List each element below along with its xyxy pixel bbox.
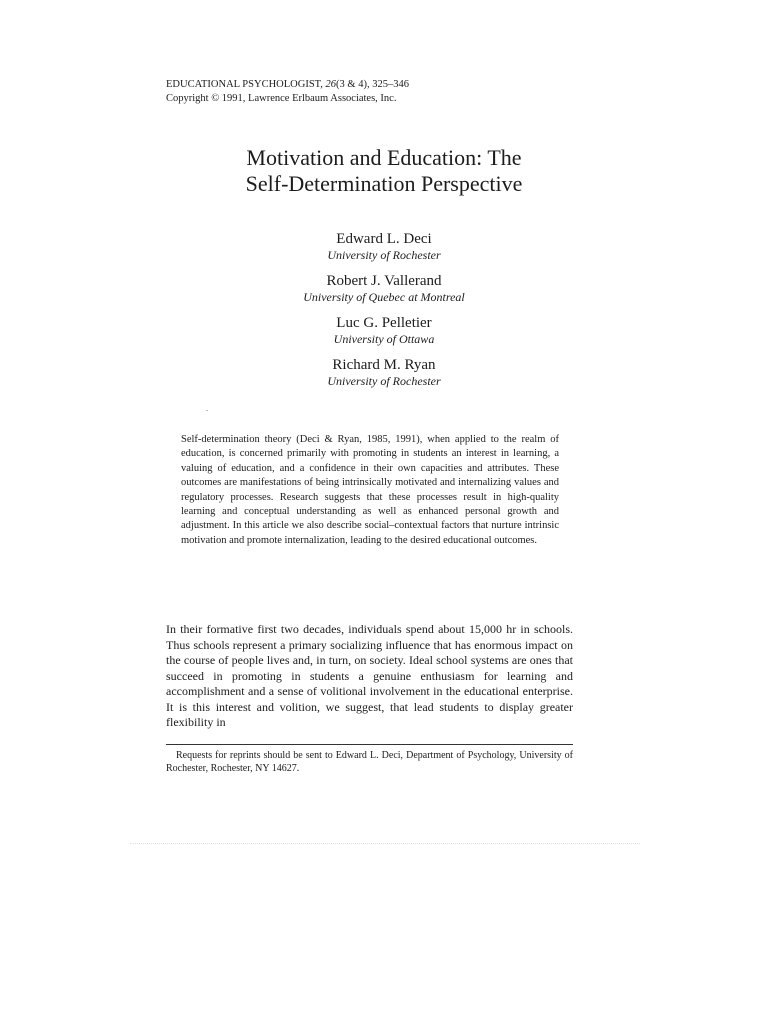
author-list (0, 230, 768, 398)
copyright-line: Copyright © 1991, Lawrence Erlbaum Associates, Inc. (166, 93, 397, 104)
scan-artifact-line (130, 843, 640, 844)
author-affiliation: University of Rochester (327, 248, 441, 262)
author-affiliation: University of Rochester (327, 374, 441, 388)
author-name: Robert J. Vallerand (326, 273, 442, 289)
paper-title-line-1: Motivation and Education: The (246, 145, 522, 170)
abstract: Self-determination theory (Deci & Ryan, 1985, 1991), when applied to the realm of education, is concerned primarily with promoting in students an interest in learning, a valuing of education, and a confidence in their own capacities and attributes. These outcomes are manifestations of being intrinsically motivated and internalizing values and regulatory processes. Research suggests that these processes result in high-quality learning and conceptual understanding as well as enhanced personal growth and adjustment. In this article we also describe social–contextual factors that nurture intrinsic motivation and promote internalization, leading to the desired educational outcomes. (181, 434, 559, 546)
journal-issue-pages: (3 & 4), 325–346 (336, 79, 409, 90)
author-name: Richard M. Ryan (332, 357, 436, 373)
author-affiliation: University of Quebec at Montreal (303, 290, 465, 304)
author-block (0, 272, 768, 305)
footnote-divider (166, 744, 573, 745)
author-name: Edward L. Deci (336, 231, 432, 247)
journal-volume: 26 (325, 79, 337, 90)
author-affiliation: University of Ottawa (333, 332, 435, 346)
author-block (0, 314, 768, 347)
journal-citation (166, 78, 409, 92)
author-name: Luc G. Pelletier (336, 315, 432, 331)
paper-title-line-2: Self-Determination Perspective (245, 171, 523, 196)
author-block (0, 356, 768, 389)
scan-speck (206, 410, 208, 411)
paper-title (0, 145, 768, 197)
journal-header (166, 78, 409, 106)
journal-name: EDUCATIONAL PSYCHOLOGIST, (166, 79, 326, 90)
footnote: Requests for reprints should be sent to Edward L. Deci, Department of Psychology, University of Rochester, Rochester, NY 14627. (166, 750, 573, 774)
author-block (0, 230, 768, 263)
body-paragraph: In their formative first two decades, individuals spend about 15,000 hr in schools. Thus schools represent a primary socializing influence that has enormous impact on the course of people lives and, in turn, on society. Ideal school systems are ones that succeed in promoting in students a genuine enthusiasm for learning and accomplishment and a sense of volitional involvement in the educational enterprise. It is this interest and volition, we suggest, that lead students to display greater flexibility in (166, 622, 573, 729)
